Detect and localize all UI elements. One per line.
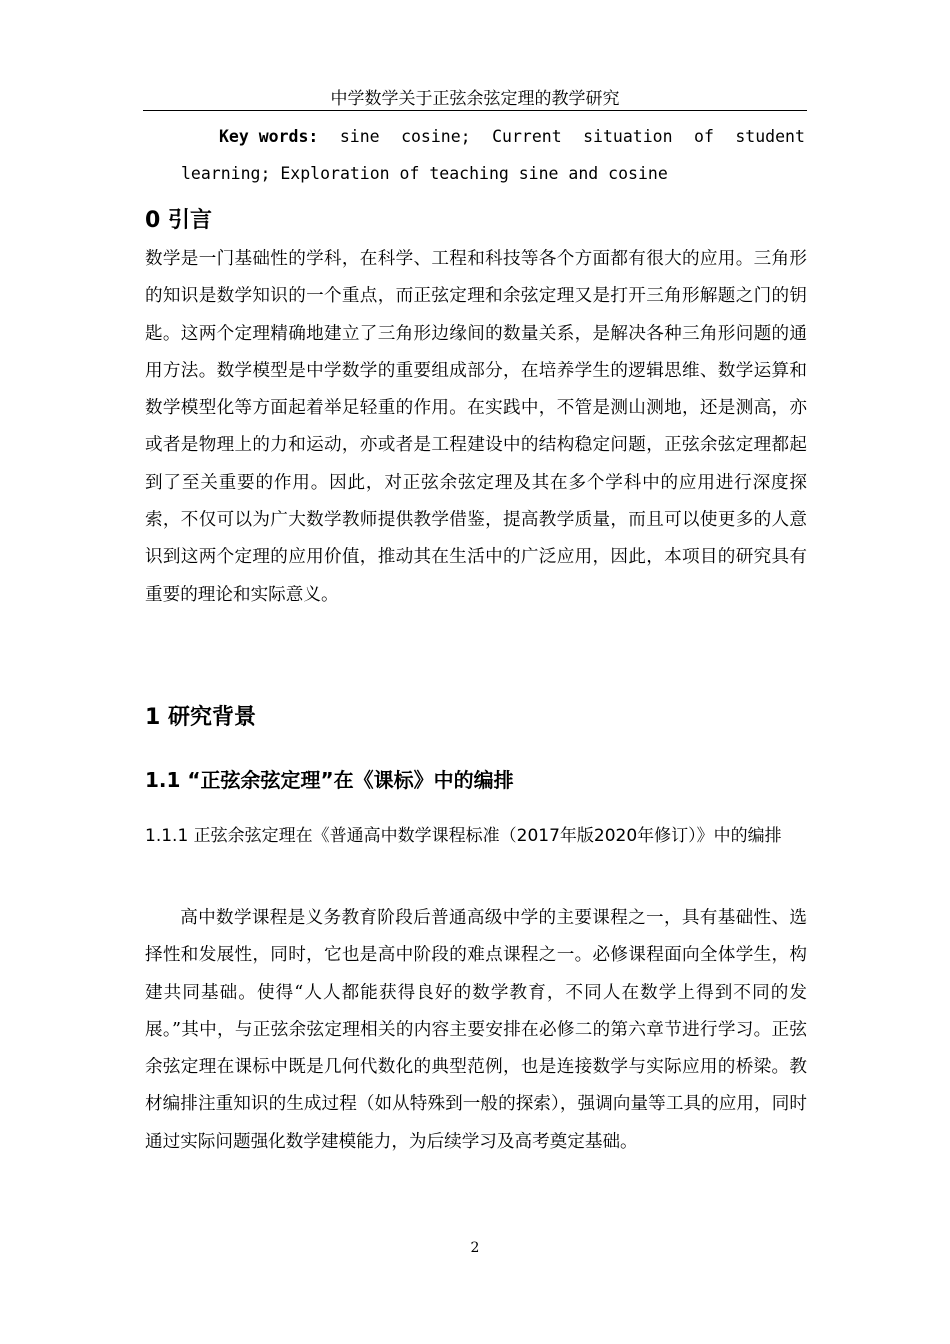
keyword-term: situation	[583, 127, 673, 146]
keyword-term: sine	[339, 127, 380, 146]
page-number: 2	[470, 1240, 480, 1256]
keywords-label: Key words:	[219, 127, 319, 146]
page-header-title: 中学数学关于正弦余弦定理的教学研究	[330, 89, 620, 109]
section-heading-introduction: 0 引言	[145, 208, 212, 233]
subsubsection-heading-standard: 1.1.1 正弦余弦定理在《普通高中数学课程标准（2017年版2020年修订）》中的编排	[145, 826, 782, 846]
keyword-term: cosine;	[401, 127, 471, 146]
keywords-line-1	[219, 126, 805, 148]
curriculum-paragraph: 高中数学课程是义务教育阶段后普通高级中学的主要课程之一，具有基础性、选择性和发展性，同时，它也是高中阶段的难点课程之一。必修课程面向全体学生，构建共同基础。使得“人人都能获得良好的数学教育，不同人在数学上得到不同的发展。”其中，与正弦余弦定理相关的内容主要安排在必修二的第六章节进行学习。正弦余弦定理在课标中既是几何代数化的典型范例，也是连接数学与实际应用的桥梁。教材编排注重知识的生成过程（如从特殊到一般的探索），强调向量等工具的应用，同时通过实际问题强化数学建模能力，为后续学习及高考奠定基础。	[145, 908, 807, 1152]
introduction-paragraph: 数学是一门基础性的学科，在科学、工程和科技等各个方面都有很大的应用。三角形的知识是数学知识的一个重点，而正弦定理和余弦定理又是打开三角形解题之门的钥匙。这两个定理精确地建立了三角形边缘间的数量关系，是解决各种三角形问题的通用方法。数学模型是中学数学的重要组成部分，在培养学生的逻辑思维、数学运算和数学模型化等方面起着举足轻重的作用。在实践中，不管是测山测地，还是测高，亦或者是物理上的力和运动，亦或者是工程建设中的结构稳定问题，正弦余弦定理都起到了至关重要的作用。因此，对正弦余弦定理及其在多个学科中的应用进行深度探索，不仅可以为广大数学教师提供教学借鉴，提高教学质量，而且可以使更多的人意识到这两个定理的应用价值，推动其在生活中的广泛应用，因此，本项目的研究具有重要的理论和实际意义。	[145, 249, 807, 605]
section-heading-research-background: 1 研究背景	[145, 705, 256, 730]
header-rule	[143, 110, 807, 111]
subsection-heading-curriculum: 1.1 “正弦余弦定理”在《课标》中的编排	[145, 768, 514, 792]
keyword-term: Current	[492, 127, 562, 146]
keyword-term: of	[694, 127, 714, 146]
keyword-term: student	[735, 127, 805, 146]
keywords-line-2: learning; Exploration of teaching sine and cosine	[181, 164, 668, 183]
